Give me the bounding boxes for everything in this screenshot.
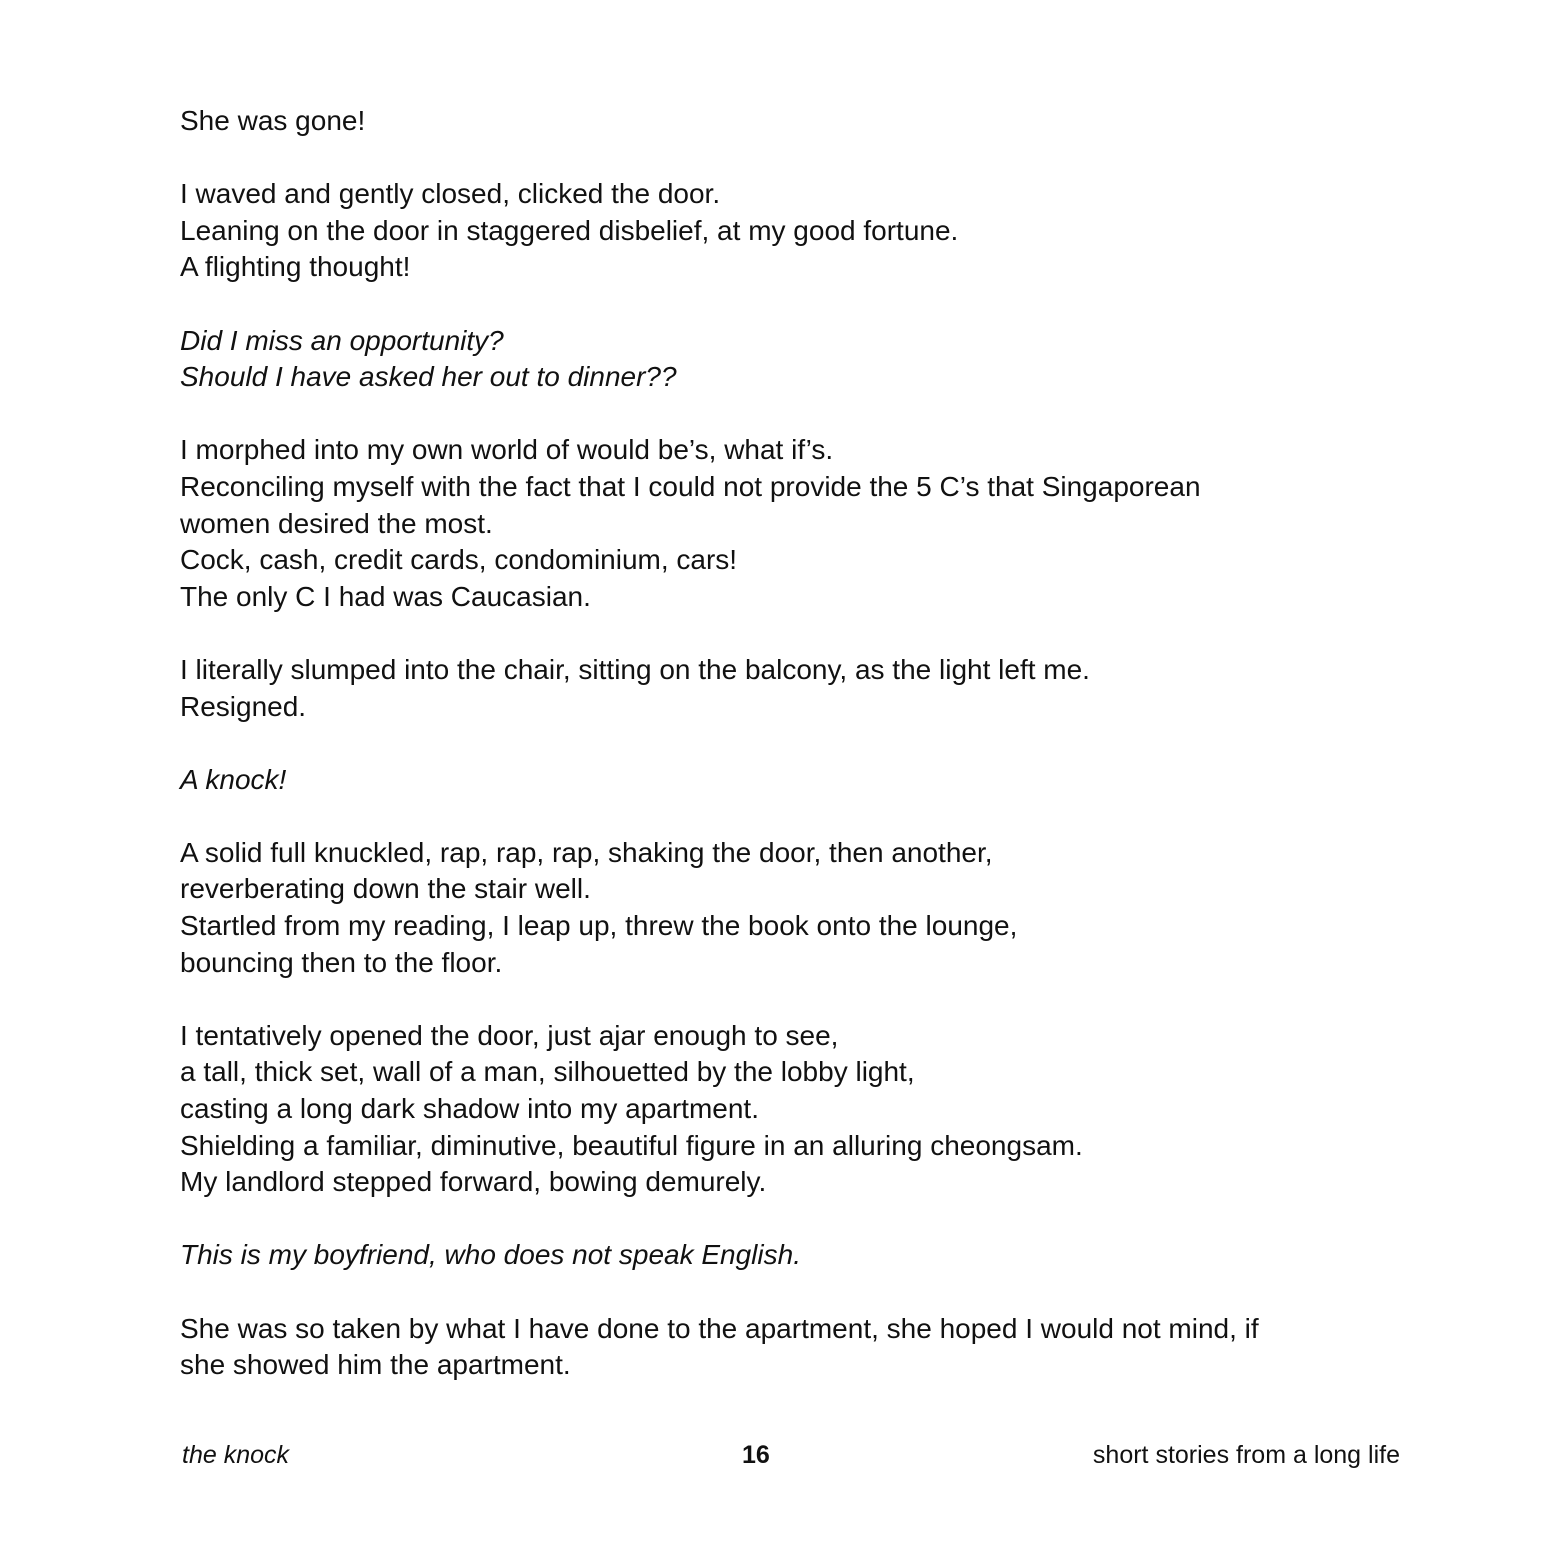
paragraph-8 bbox=[180, 1018, 1400, 1201]
text-line: A flighting thought! bbox=[180, 251, 411, 283]
paragraph-1 bbox=[180, 103, 1400, 140]
text-line: women desired the most. bbox=[180, 507, 493, 539]
text-line: She was gone! bbox=[180, 105, 366, 136]
footer-story-title: the knock bbox=[182, 1441, 290, 1469]
text-line: Did I miss an opportunity? bbox=[180, 324, 504, 356]
text-line: she showed him the apartment. bbox=[180, 1349, 571, 1381]
paragraph-9-dialogue bbox=[180, 1237, 1400, 1274]
text-line: Resigned. bbox=[180, 690, 307, 722]
paragraph-3-inner-thought bbox=[180, 323, 1400, 396]
text-line: Should I have asked her out to dinner?? bbox=[180, 361, 677, 393]
text-line: bouncing then to the floor. bbox=[180, 946, 503, 978]
text-line: I waved and gently closed, clicked the door. bbox=[180, 178, 721, 210]
footer-book-title: short stories from a long life bbox=[1092, 1441, 1400, 1469]
text-line: reverberating down the stair well. bbox=[180, 873, 591, 905]
paragraph-6-knock bbox=[180, 762, 1400, 799]
text-line: The only C I had was Caucasian. bbox=[180, 580, 591, 612]
text-line: A solid full knuckled, rap, rap, rap, shaking the door, then another, bbox=[180, 836, 993, 868]
text-line: casting a long dark shadow into my apartment. bbox=[180, 1093, 759, 1125]
text-line: My landlord stepped forward, bowing demurely. bbox=[180, 1166, 767, 1198]
text-line: Startled from my reading, I leap up, threw the book onto the lounge, bbox=[180, 910, 1018, 942]
text-line: Cock, cash, credit cards, condominium, cars! bbox=[180, 544, 738, 576]
paragraph-4 bbox=[180, 432, 1400, 615]
story-body bbox=[180, 103, 1400, 1420]
text-line: She was so taken by what I have done to the apartment, she hoped I would not mind, if bbox=[180, 1312, 1259, 1344]
text-line: I literally slumped into the chair, sitting on the balcony, as the light left me. bbox=[180, 653, 1090, 685]
page-footer bbox=[180, 1437, 1400, 1473]
text-line: a tall, thick set, wall of a man, silhouetted by the lobby light, bbox=[180, 1056, 915, 1088]
text-line: I tentatively opened the door, just ajar enough to see, bbox=[180, 1019, 839, 1051]
text-line: Shielding a familiar, diminutive, beautiful figure in an alluring cheongsam. bbox=[180, 1129, 1083, 1161]
text-line: I morphed into my own world of would be’s, what if’s. bbox=[180, 434, 834, 466]
text-line: A knock! bbox=[180, 763, 287, 795]
paragraph-7 bbox=[180, 835, 1400, 981]
text-line: This is my boyfriend, who does not speak English. bbox=[180, 1239, 801, 1271]
paragraph-2 bbox=[180, 176, 1400, 286]
text-line: Reconciling myself with the fact that I could not provide the 5 C’s that Singaporean bbox=[180, 470, 1201, 502]
page-number: 16 bbox=[742, 1441, 770, 1469]
text-line: Leaning on the door in staggered disbelief, at my good fortune. bbox=[180, 214, 959, 246]
paragraph-10 bbox=[180, 1311, 1400, 1384]
paragraph-5 bbox=[180, 652, 1400, 725]
